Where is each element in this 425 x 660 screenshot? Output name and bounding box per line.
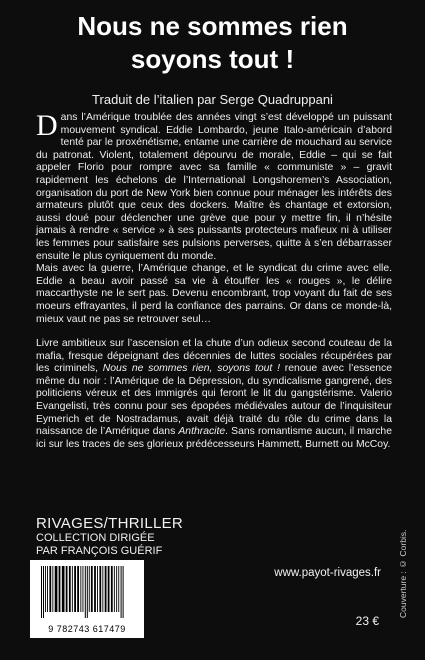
barcode-bars [39,566,135,618]
blurb-paragraph-2: Mais avec la guerre, l’Amérique change, et le syndicat du crime avec elle. Eddie a beau avoir passé sa vie à étouffer les « rouges », le délire maccarthyste ne le sert pas. Devenu encombrant, trop voyant du fait de ses moeurs effrayantes, il perd la confiance des parrains. Or dans ce monde-là, mieux vaut ne pas se retrouver seul… [36,263,392,325]
barcode-bar [116,566,117,612]
barcode-bar [45,566,46,612]
barcode-bar [111,566,113,612]
title-line-2: soyons tout ! [130,44,295,74]
barcode-bar [52,566,53,612]
barcode-bar [102,566,103,612]
barcode-bar [43,566,44,618]
barcode-bar [85,566,86,618]
barcode-bar [83,566,84,612]
blurb-text [36,109,393,451]
price-label: 23 € [355,614,379,628]
barcode-bar [74,566,76,612]
barcode-bar [49,566,51,612]
blurb-paragraph-3 [36,338,392,451]
barcode-bar [118,566,119,612]
barcode-bar [59,566,61,612]
translator-credit: Traduit de l’italien par Serge Quadruppani [92,92,333,107]
barcode-bar [97,566,98,612]
paragraph-3-part-b: renoue avec l’essence même du noir : l’Amérique de la Dépression, du syndicalisme gangrené, des politiciens véreux et des immigrés qui feront le lit du gangstérisme. Valerio Evangelisti, très connu pour ses épopées médiévales autour de l’inquisiteur Eymerich et de Nostradamus, avait déjà traité du rôle du crime dans la naissance de l’Amérique dans [36,363,393,438]
cover-photo-credit: Couverture : © Corbis. [398,529,408,618]
barcode-bar [94,566,96,612]
barcode-bar [47,566,48,612]
barcode-bar [87,566,88,618]
paragraph-1-text: ans l’Amérique troublée des années vingt s’est développé un puissant mouvement syndical. Eddie Lombardo, jeune Italo-américain d’abord tenté par le proxénétisme, entame une carrière de mouchard au service du patronat. Violent, totalement dépourvu de morale, Eddie – qui se fait appeler Florio pour rompre avec sa famille « communiste » – gravit rapidement les échelons de l’International Longshoremen’s Association, organisation du port de New York bien connue pour ménager les intérêts des armateurs plutôt que ceux des dockers. Maître ès chantage et extorsion, aussi doué pour déclencher une grève que pour y mettre fin, il n’hésite jamais à rendre « service » à ses puissants protecteurs mafieux ni à utiliser les femmes pour satisfaire ses pulsions perverses, quitte à s’en débarrasser ensuite le plus cyniquement du monde. [36,112,392,262]
barcode-bar [41,566,42,618]
barcode-bar [72,566,73,612]
paragraph-3-part-a: Livre ambitieux sur l’ascension et la chute d’un odieux second couteau de la mafia, fresque dépeignant des décennies de luttes sociales récupérées par les criminels, [36,338,392,375]
barcode-bar [80,566,81,612]
barcode-bar [89,566,90,612]
collection-imprint [36,515,183,558]
barcode-bar [99,566,101,612]
book-title [0,10,425,76]
book-title-italic: Nous ne sommes rien, soyons tout ! [102,363,280,375]
barcode-bar [105,566,107,612]
anthracite-title-italic: Anthracite [178,426,226,438]
collection-series: RIVAGES/THRILLER [36,515,184,532]
barcode-bar [77,566,79,612]
isbn-number: 9 782743 617479 [48,624,126,634]
isbn-barcode [30,560,144,638]
barcode-bar [91,566,93,612]
barcode-bar [121,566,122,618]
publisher-website[interactable]: www.payot-rivages.fr [274,567,381,579]
collection-director-line-1: COLLECTION DIRIGÉE [36,532,155,544]
barcode-bar [108,566,110,612]
paragraph-3-part-c: . Sans romantisme aucun, il marche ici sur les traces de ses glorieux prédécesseurs Hammett, Burnett ou McCoy. [36,426,392,450]
drop-cap: D [36,109,58,142]
barcode-bar [69,566,71,612]
title-line-1: Nous ne sommes rien [77,11,348,41]
blurb-paragraph-1 [36,109,392,263]
collection-director-line-2: PAR FRANÇOIS GUÉRIF [36,545,163,557]
barcode-bar [123,566,124,618]
barcode-bar [62,566,65,612]
barcode-bar [55,566,58,612]
barcode-bar [66,566,68,612]
barcode-bar [114,566,115,612]
